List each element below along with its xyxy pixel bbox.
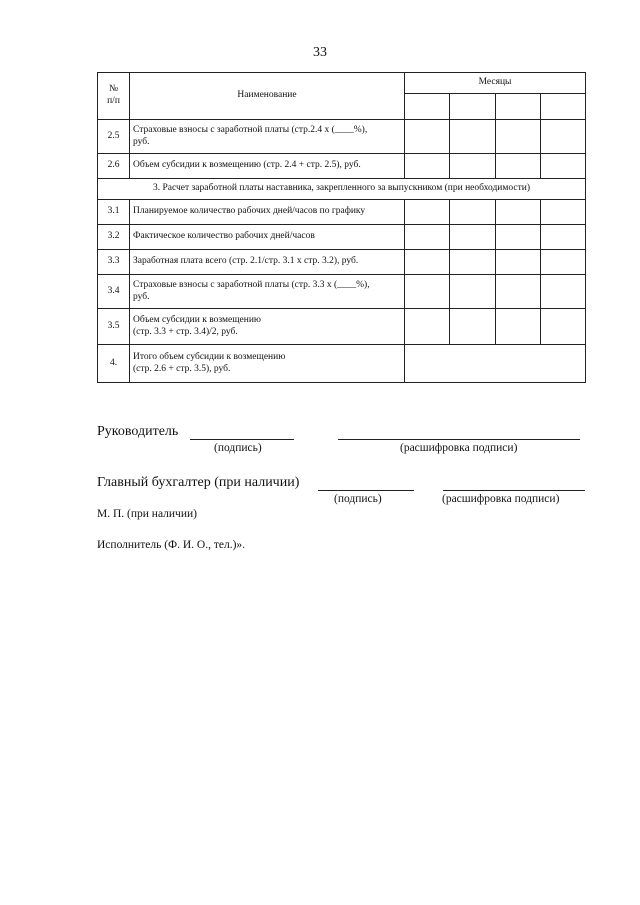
head-label: Руководитель [97,424,179,439]
month-value [541,154,586,179]
month-value [450,309,496,345]
executor-label: Исполнитель (Ф. И. О., тел.)». [97,539,246,551]
month-value [450,154,496,179]
month-value [541,200,586,225]
month-value [541,225,586,250]
row-num: 4. [98,345,130,383]
row-num: 3.4 [98,275,130,309]
row-name: Страховые взносы с заработной платы (стр.2.4 х (____%), руб. [130,120,405,154]
table-header-row [98,73,586,94]
row-num: 3.1 [98,200,130,225]
month-value [450,225,496,250]
month-value [496,250,541,275]
month-cell-4 [541,94,586,120]
accountant-decode-caption: (расшифровка подписи) [442,493,560,505]
table-row [98,275,586,309]
month-value [496,154,541,179]
head-signature-caption: (подпись) [214,442,262,454]
table-row-total [98,345,586,383]
row-name: Страховые взносы с заработной платы (стр. 3.3 х (____%), руб. [130,275,405,309]
month-value [405,154,450,179]
month-cell-2 [450,94,496,120]
month-value [496,225,541,250]
section-row [98,179,586,200]
row-name: Объем субсидии к возмещению (стр. 2.4 + стр. 2.5), руб. [130,154,405,179]
month-value [405,225,450,250]
accountant-label: Главный бухгалтер (при наличии) [97,475,300,490]
head-decode-caption: (расшифровка подписи) [400,442,518,454]
row-num: 2.5 [98,120,130,154]
row-num: 3.2 [98,225,130,250]
month-value [496,275,541,309]
report-table [97,72,586,383]
month-value [450,250,496,275]
month-cell-3 [496,94,541,120]
month-value [405,200,450,225]
accountant-signature-caption: (подпись) [334,493,382,505]
month-value [405,309,450,345]
head-decode-line [338,439,580,440]
row-num: 3.5 [98,309,130,345]
row-num: 3.3 [98,250,130,275]
month-value [496,120,541,154]
head-signature-line [190,439,294,440]
table-row [98,309,586,345]
section-title: 3. Расчет заработной платы наставника, закрепленного за выпускником (при необходимости) [98,179,586,200]
row-num: 2.6 [98,154,130,179]
header-num: № п/п [98,73,130,120]
row-name: Объем субсидии к возмещению (стр. 3.3 + стр. 3.4)/2, руб. [130,309,405,345]
month-value [541,309,586,345]
accountant-signature-line [318,490,414,491]
row-name: Итого объем субсидии к возмещению (стр. 2.6 + стр. 3.5), руб. [130,345,405,383]
month-value [405,275,450,309]
table-row [98,225,586,250]
row-name: Заработная плата всего (стр. 2.1/стр. 3.1 х стр. 3.2), руб. [130,250,405,275]
table-row [98,200,586,225]
header-name: Наименование [130,73,405,120]
month-cell-1 [405,94,450,120]
page-number: 33 [313,45,327,60]
row-name: Фактическое количество рабочих дней/часов [130,225,405,250]
month-value [450,275,496,309]
table-row [98,250,586,275]
accountant-decode-line [443,490,585,491]
table-row [98,154,586,179]
month-value [496,309,541,345]
month-value [496,200,541,225]
table-row [98,120,586,154]
month-value [450,200,496,225]
total-value [405,345,586,383]
row-name: Планируемое количество рабочих дней/часов по графику [130,200,405,225]
stamp-label: М. П. (при наличии) [97,508,197,520]
month-value [405,120,450,154]
month-value [450,120,496,154]
month-value [541,120,586,154]
header-months: Месяцы [405,73,586,94]
month-value [541,250,586,275]
month-value [541,275,586,309]
month-value [405,250,450,275]
